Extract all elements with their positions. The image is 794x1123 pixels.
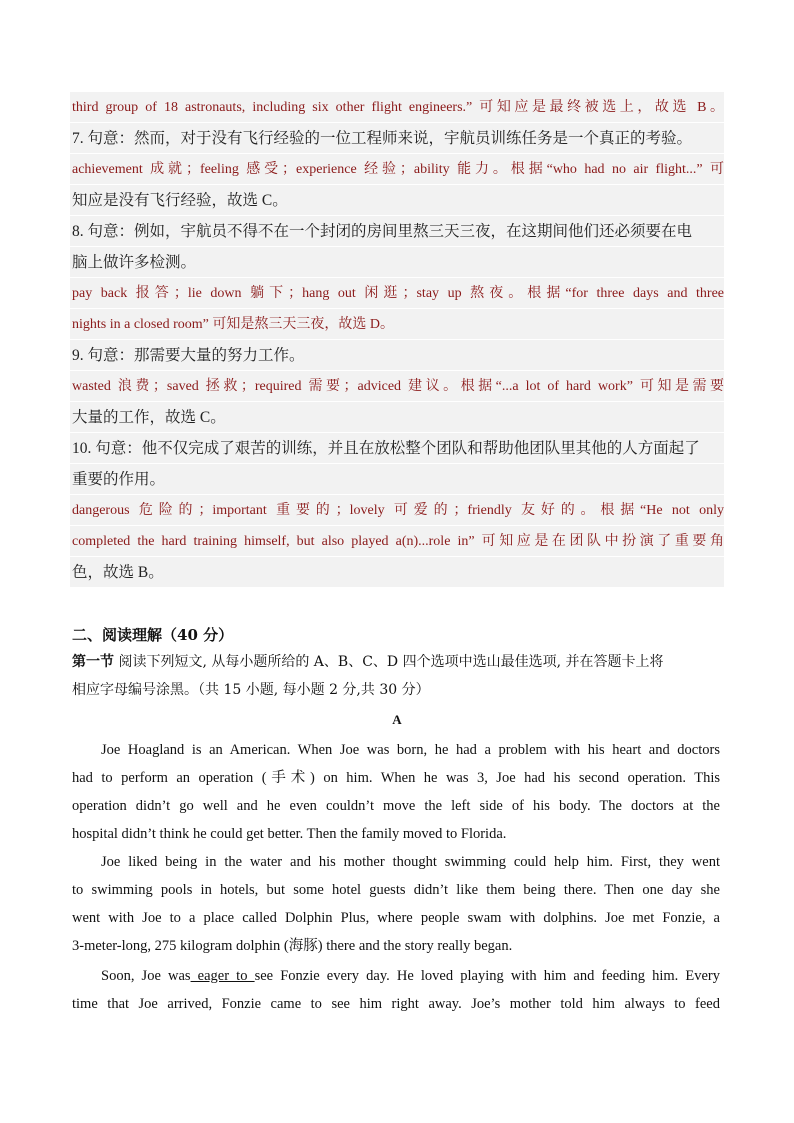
answer-line: 重要的作用。	[70, 464, 724, 495]
passage-line: Joe Hoagland is an American. When Joe was born, he had a problem with his heart and doctors	[101, 742, 720, 758]
passage-line: time that Joe arrived, Fonzie came to see him right away. Joe’s mother told him always to feed	[72, 996, 720, 1012]
answer-explanations	[70, 92, 724, 588]
answer-line: 7. 句意：然而，对于没有飞行经验的一位工程师来说，宇航员训练任务是一个真正的考验。	[70, 123, 724, 154]
passage-line: Joe liked being in the water and his mother thought swimming could help him. First, they went	[101, 854, 720, 870]
answer-line: completed the hard training himself, but also played a(n)...role in” 可知应是在团队中扮演了重要角	[70, 526, 724, 557]
section-instructions	[72, 648, 720, 676]
reading-passage	[72, 736, 720, 1018]
passage-line: went with Joe to a place called Dolphin Plus, where people swam with dolphins. Joe met Fonzie, a	[72, 910, 720, 926]
answer-line: 大量的工作，故选 C。	[70, 402, 724, 433]
answer-line: 知应是没有飞行经验，故选 C。	[70, 185, 724, 216]
answer-line: third group of 18 astronauts, including six other flight engineers.” 可知应是最终被选上，故选 B。	[70, 92, 724, 123]
passage-text: Soon, Joe was	[101, 968, 191, 984]
instr-label: 第一节	[72, 654, 114, 670]
answer-line: 10. 句意：他不仅完成了艰苦的训练，并且在放松整个团队和帮助他团队里其他的人方面起了	[70, 433, 724, 464]
passage-line: to swimming pools in hotels, but some hotel guests didn’t like them being there. Then one day she	[72, 882, 720, 898]
answer-line: achievement 成就；feeling 感受；experience 经验；ability 能力。根据“who had no air flight...” 可	[70, 154, 724, 185]
passage-line: 3-meter-long, 275 kilogram dolphin (海豚) there and the story really began.	[72, 938, 513, 954]
passage-line: operation didn’t go well and he even couldn’t move the left side of his body. The doctors at the	[72, 798, 720, 814]
answer-line: pay back 报答；lie down 躺下；hang out 闲逛；stay up 熬夜。根据“for three days and three	[70, 278, 724, 309]
passage-title: A	[392, 712, 402, 727]
instr-text: 阅读下列短文, 从每小题所给的 A、B、C、D 四个选项中选山最佳选项, 并在答题卡上将	[114, 654, 664, 670]
answer-line: nights in a closed room” 可知是熬三天三夜，故选 D。	[70, 309, 724, 340]
passage-line	[72, 962, 720, 990]
answer-line: 8. 句意：例如，宇航员不得不在一个封闭的房间里熬三天三夜，在这期间他们还必须要在电	[70, 216, 724, 247]
answer-line: 9. 句意：那需要大量的努力工作。	[70, 340, 724, 371]
answer-line: wasted 浪费；saved 拯救；required 需要；adviced 建议。根据“...a lot of hard work” 可知是需要	[70, 371, 724, 402]
underlined-phrase: eager to	[190, 968, 255, 984]
answer-line: dangerous 危险的；important 重要的；lovely 可爱的；friendly 友好的。根据“He not only	[70, 495, 724, 526]
answer-line: 色，故选 B。	[70, 557, 724, 588]
section-instructions-cont: 相应字母编号涂黑。（共 15 小题, 每小题 2 分,共 30 分）	[72, 682, 430, 698]
passage-line: hospital didn’t think he could get better. Then the family moved to Florida.	[72, 826, 507, 842]
answer-line: 脑上做许多检测。	[70, 247, 724, 278]
section-title: 二、阅读理解（40 分）	[72, 626, 234, 644]
passage-text: see Fonzie every day. He loved playing with him and feeding him. Every	[254, 968, 720, 984]
passage-line: had to perform an operation (手术) on him. When he was 3, Joe had his second operation. This	[72, 770, 720, 786]
